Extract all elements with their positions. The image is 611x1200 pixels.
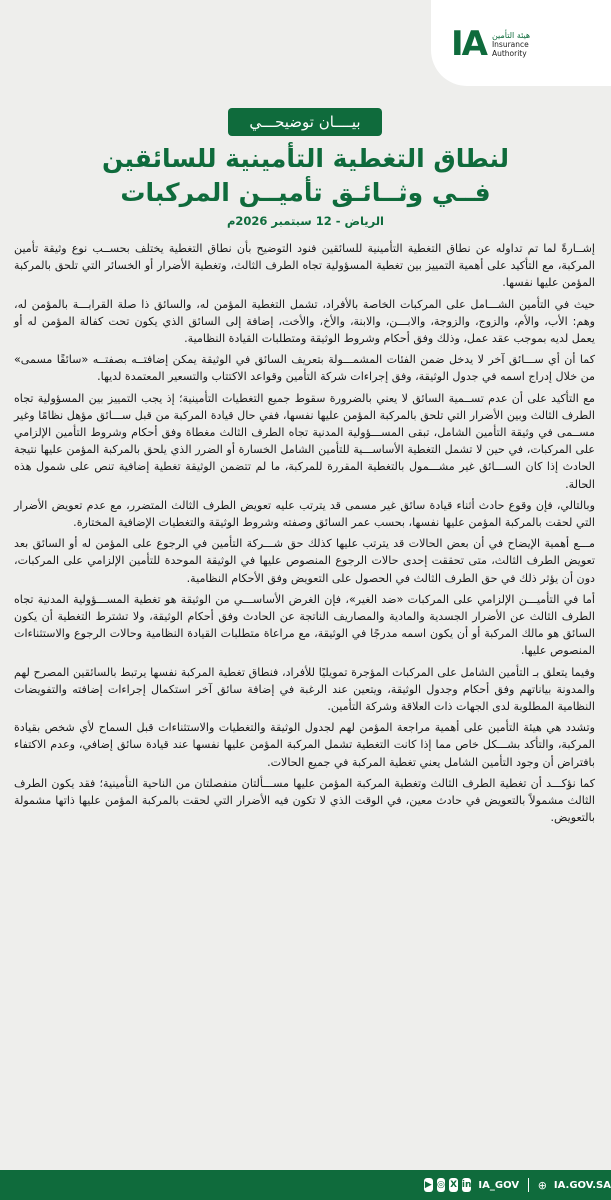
paragraph-9: وتشدد هي هيئة التأمين على أهمية مراجعة المؤمن لهم لجدول الوثيقة والتغطيات والاستثناءات قبل السماح لأي شخص بقيادة المركبة، والتأكد بشـــكل خاص مما إذا كانت التغطية تشمل المركبة المؤمن عليها نفسها عند قيادة سائق إضافي، وعدم الاكتفاء بافتراض أن وجود التأمين الشامل يعني تغطية المركبة في جميع الحالات. (14, 721, 595, 769)
logo-english-line1: Insurance (491, 39, 529, 49)
logo-mark: IA (451, 24, 486, 64)
paragraph-7: أما في التأميـــن الإلزامي على المركبات «ضد الغير»، فإن الغرض الأساســـي من الوثيقة هو تغطية المســـؤولية المدنية تجاه الطرف الثالث عن الأضرار الجسدية والمادية والمصاريف الناتجة عن الحادث وفق أحكام الوثيقة، ولا تشترط التغطية أن يكون السائق هو مالك المركبة أو أن يكون اسمه مدرجًا في الوثيقة، مع مراعاة متطلبات القيادة النظامية وحالات الرجوع والاستثناءات المنصوص عليها. (14, 592, 595, 658)
footer-divider (528, 1178, 529, 1192)
title-line-2: فــي وثــائـق تأميــن المركبات (120, 178, 491, 207)
paragraph-6: مـــع أهمية الإيضاح في أن بعض الحالات قد يترتب عليها كذلك حق شـــركة التأمين في الرجوع على المؤمن له أو السائق بعد تعويض الطرف الثالث، متى تحققت إحدى حالات الرجوع المنصوص عليها في الوثيقة الموحدة للتأمين الإلزامي على المركبات، دون أن يؤثر ذلك في حق الطرف الثالث في الحصول على التعويض وفق الأحكام النظامية. (14, 537, 595, 585)
date-line: الرياض - 12 سبتمبر 2026م (226, 214, 385, 228)
paragraph-5: وبالتالي، فإن وقوع حادث أثناء قيادة سائق غير مسمى قد يترتب عليه تعويض الطرف الثالث المتضرر، مع عدم تعويض الأضرار التي لحقت بالمركبة المؤمن عليها نفسها، بحسب عمر السائق وصفته وشروط الوثيقة والتغطيات الإضافية المختارة. (14, 498, 595, 530)
linkedin-icon[interactable]: in (461, 1180, 472, 1190)
website-link[interactable]: IA.GOV.SA (553, 1179, 611, 1191)
social-handle[interactable]: IA_GOV (478, 1179, 520, 1191)
title-line-1: لنطاق التغطية التأمينية للسائقين (101, 144, 510, 173)
youtube-icon[interactable]: ▶ (424, 1180, 432, 1190)
insurance-authority-logo (451, 16, 551, 72)
paragraph-8: وفيما يتعلق بـ التأمين الشامل على المركبات المؤجرة تمويليًا للأفراد، فنطاق تغطية المركبة نفسها يرتبط بالسائقين المصرح لهم والمدونة بياناتهم وفق أحكام وجدول الوثيقة، ويتعين عند الرغبة في إضافة سائق آخر استكمال إجراءات إضافته والتفويضات النظامية المطلوبة لدى الجهات ذات العلاقة وشركة التأمين. (14, 665, 595, 714)
paragraph-4: مع التأكيد على أن عدم تســمية السائق لا يعني بالضرورة سقوط جميع التغطيات التأمينية؛ إذ يجب التمييز بين المسؤولية تجاه الطرف الثالث وبين الأضرار التي تلحق بالمركبة المؤمن عليها نفسها، ففي حال قيادة المركبة من قبل ســـائق مؤهل نظامًا وغير مســمى في وثيقة التأمين الشامل، تبقى المســـؤولية المدنية تجاه الطرف الثالث مغطاة وفق أحكام وشروط التأمين الإلزامي على المركبات، في حين لا تشمل التغطية الأساســـية للتأمين الشامل الخسارة أو الضرر الذي يلحق بالمركبة المؤمن عليها نتيجة الحادث إذا كان الســـائق غير مشـــمول بالتغطية المقررة للمركبة، ما لم تتضمن الوثيقة تغطية إضافية تنص على شمول هذه الحالة. (14, 391, 595, 491)
x-icon[interactable]: X (450, 1180, 458, 1190)
page-title (60, 142, 551, 210)
logo-arabic-text: هيئة التأمين (491, 30, 531, 40)
globe-icon: ⊕ (537, 1178, 547, 1192)
paragraph-1: إشــارةً لما تم تداوله عن نطاق التغطية التأمينية للسائقين فنود التوضيح بأن نطاق التغطية يختلف بحســب نوع وثيقة تأمين المركبة، مع التأكيد على أهمية التمييز بين تغطية المسؤولية تجاه الطرف الثالث، وتغطية الأضرار أو الخسائر التي تلحق بالمركبة المؤمن عليها نفسها. (14, 242, 595, 290)
logo-english-line2: Authority (491, 48, 527, 58)
paragraph-3: كما أن أي ســـائق آخر لا يدخل ضمن الفئات المشمـــولة بتعريف السائق في الوثيقة يمكن إضافتــه بصفتــه «سائقًا مسمى» من خلال إدراج اسمه في جدول الوثيقة، وفق إجراءات شركة التأمين وقواعد الاكتتاب والتسعير المعتمدة لديها. (14, 353, 595, 384)
footer-bar (0, 1170, 611, 1200)
instagram-icon[interactable]: ◎ (437, 1180, 445, 1190)
statement-badge: بيــــان توضيحـــي (228, 108, 382, 136)
logo-container (431, 0, 611, 86)
paragraph-2: حيث في التأمين الشـــامل على المركبات الخاصة بالأفراد، تشمل التغطية المؤمن له، والسائق ذا صلة القرابـــة بالمؤمن له، وهم: الأب، والأم، والزوج، والزوجة، والابـــن، والابنة، والأخ، والأخت، إضافة إلى السائق الذي يكون تحت كفالة المؤمن له أو يعمل لديه بموجب عقد عمل، وذلك وفق أحكام وشروط الوثيقة ومتطلبات القيادة النظامية. (14, 297, 595, 346)
paragraph-10: كما نؤكـــد أن تغطية الطرف الثالث وتغطية المركبة المؤمن عليها مســـألتان منفصلتان من الناحية التأمينية؛ فقد يكون الطرف الثالث مشمولاً بالتعويض في حادث معين، في الوقت الذي لا تكون فيه الأضرار التي لحقت بالمركبة المؤمن عليها ذاتها مشمولة بالتعويض. (14, 776, 595, 825)
statement-body (14, 240, 595, 831)
